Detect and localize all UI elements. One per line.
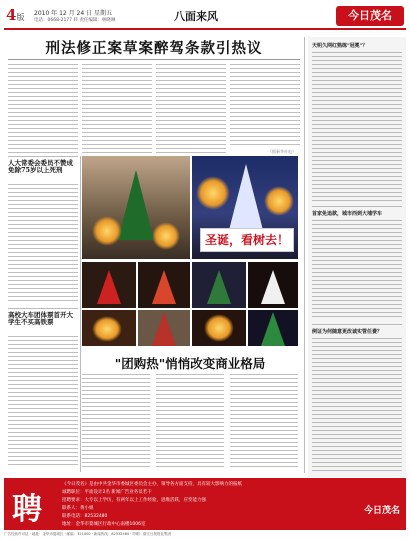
editor-line: 电话：0668-2177 转 责任编辑：林晓琳 bbox=[34, 18, 116, 23]
lights bbox=[204, 314, 234, 342]
divider bbox=[8, 156, 78, 157]
tree-shape bbox=[261, 270, 285, 304]
ad-line: 地址：金华市婺城区行政中心南楼1006室 bbox=[62, 522, 146, 527]
lights bbox=[152, 222, 180, 250]
ad-logo: 今日茂名 bbox=[363, 506, 400, 516]
section-title: 八面来风 bbox=[174, 10, 218, 23]
article-text-col-2 bbox=[82, 64, 152, 154]
christmas-photo-3 bbox=[82, 262, 136, 308]
christmas-photo-7 bbox=[82, 310, 136, 346]
christmas-photo-4 bbox=[138, 262, 190, 308]
side-story-1-text bbox=[8, 184, 78, 304]
divider bbox=[312, 324, 402, 325]
article-text-col-4 bbox=[230, 64, 300, 146]
ad-headline-char: 聘 bbox=[12, 492, 42, 527]
article-text-col-3 bbox=[156, 64, 226, 154]
middle-headline: "团购热"悄悄改变商业格局 bbox=[114, 356, 266, 371]
christmas-photo-5 bbox=[192, 262, 246, 308]
ad-line: 招聘要求：大专以上学历，有两年以上工作经验，思维活跃，应变能力强 bbox=[62, 498, 206, 503]
tree-shape bbox=[228, 164, 264, 234]
page-footer: 广告经营许可证 · 地址：金华市婺城区 · 邮编：321000 · 新闻热线：82532480 · 印刷：浙江日报报业集团 bbox=[4, 532, 172, 536]
ad-line: 联系电话：82532480 bbox=[62, 514, 108, 519]
tree-shape bbox=[118, 170, 154, 240]
column-divider bbox=[304, 37, 305, 473]
ad-line: 诚聘职位：平面设计2名 新闻广告业务员若干 bbox=[62, 490, 152, 495]
photo-caption-greeting: 圣诞，看树去！ bbox=[200, 228, 294, 252]
lights bbox=[264, 186, 294, 216]
page-suffix: 版 bbox=[16, 13, 25, 22]
divider bbox=[8, 308, 78, 309]
right-story-3-text bbox=[312, 338, 402, 472]
main-byline: （据新华社电） bbox=[268, 149, 296, 154]
page-number: 4版 bbox=[6, 6, 25, 24]
main-headline: 刑法修正案草案醉驾条款引热议 bbox=[45, 40, 263, 57]
lights bbox=[196, 176, 230, 210]
middle-story-col-2 bbox=[156, 374, 224, 470]
ad-line: 《今日茂名》是由中共金华市委城区委员会主办，领导各方面支持，具有较大影响力的报纸 bbox=[62, 482, 242, 487]
ad-line: 联系人：黄小姐 bbox=[62, 506, 94, 511]
lights bbox=[92, 216, 122, 246]
christmas-photo-6 bbox=[248, 262, 298, 308]
christmas-photo-8 bbox=[138, 310, 190, 346]
right-headline-1: 天明久网红熟练"冠冕"？ bbox=[312, 43, 368, 49]
side-headline-1: 人大常委会委员不赞成免除75岁以上死刑 bbox=[8, 159, 73, 175]
right-headline-3: 例证为何随意更改诚实管任费？ bbox=[312, 329, 383, 335]
article-text-col-1 bbox=[8, 64, 78, 154]
page-header bbox=[4, 4, 406, 30]
right-story-2-text bbox=[312, 220, 402, 320]
right-headline-2: 首家免追款，城市西到大埔学车 bbox=[312, 211, 383, 217]
tree-shape bbox=[261, 312, 285, 346]
christmas-tree-photo-1 bbox=[82, 156, 190, 259]
column-divider bbox=[80, 156, 81, 472]
christmas-photo-10 bbox=[248, 310, 298, 346]
right-story-1-text bbox=[312, 52, 402, 202]
divider bbox=[312, 206, 402, 207]
middle-story-col-3 bbox=[230, 374, 298, 470]
lights bbox=[92, 316, 122, 342]
side-story-2-text bbox=[8, 336, 78, 468]
headline-rule bbox=[8, 59, 300, 60]
date-line: 2010 年 12 月 24 日 星期五 bbox=[34, 10, 112, 17]
middle-story-col-1 bbox=[82, 374, 150, 470]
tree-shape bbox=[207, 270, 231, 304]
side-headline-2: 高校大车团体票首开大学生不买高铁票 bbox=[8, 311, 73, 327]
christmas-photo-9 bbox=[192, 310, 246, 346]
tree-shape bbox=[152, 312, 176, 346]
tree-shape bbox=[152, 270, 176, 304]
newspaper-logo: 今日茂名 bbox=[336, 6, 404, 26]
tree-shape bbox=[97, 270, 121, 304]
